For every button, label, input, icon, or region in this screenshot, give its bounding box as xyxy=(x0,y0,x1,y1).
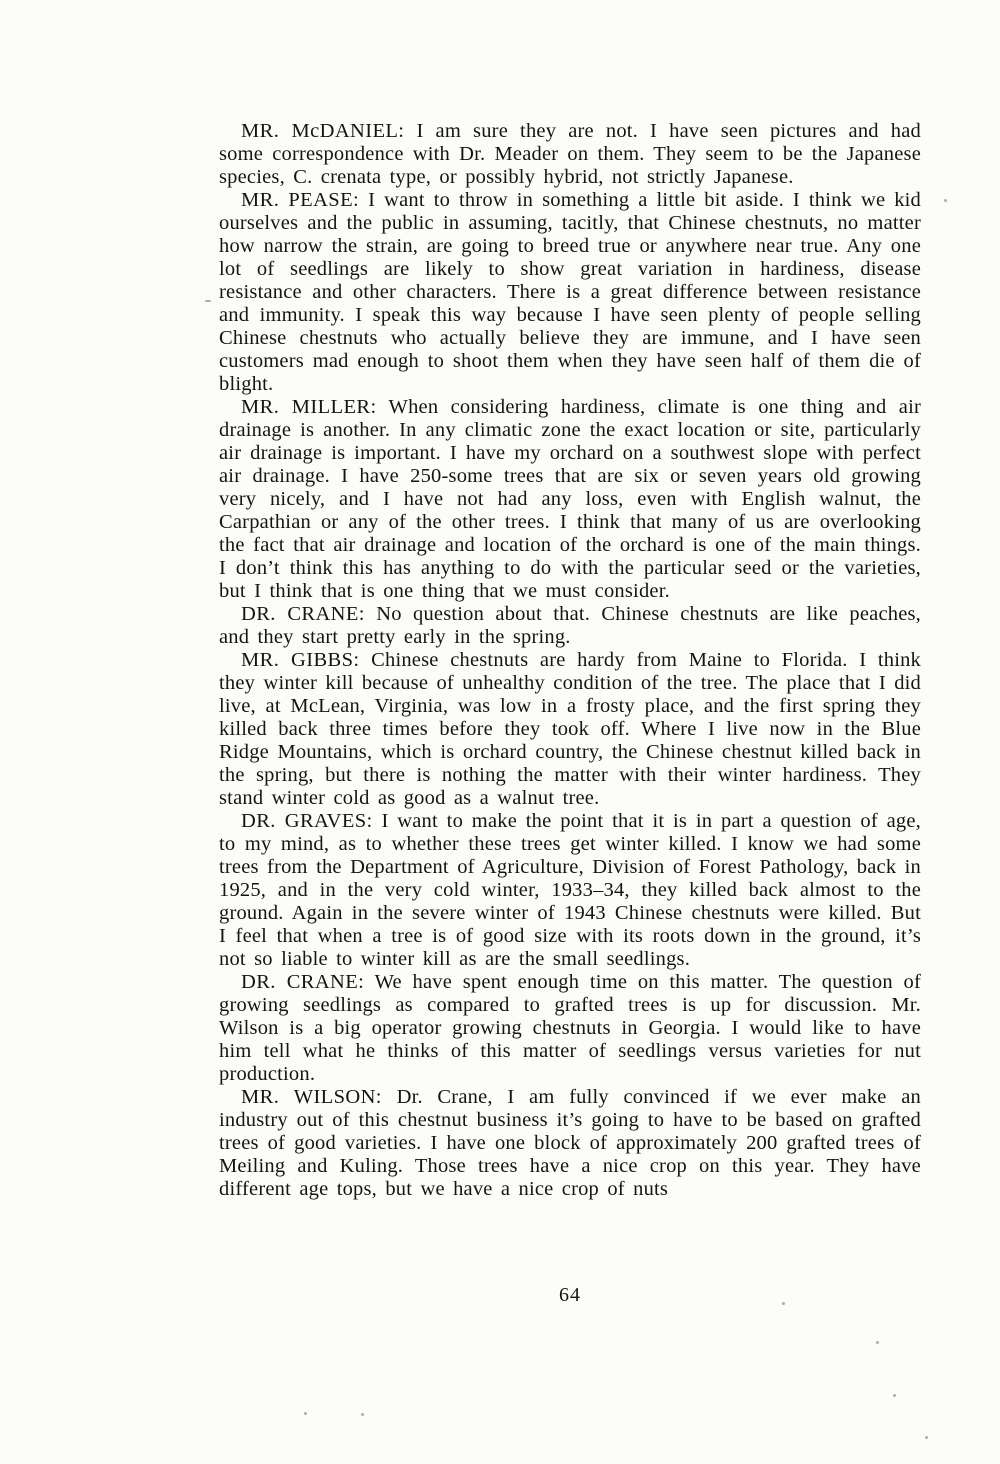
scan-speck xyxy=(782,1302,785,1305)
speaker-label: DR. CRANE: xyxy=(241,603,365,625)
scan-speck xyxy=(304,1412,307,1415)
page-number: 64 xyxy=(559,1284,581,1306)
speaker-label: MR. WILSON: xyxy=(241,1086,382,1108)
scan-speck xyxy=(944,199,947,202)
paragraph xyxy=(219,1086,921,1201)
speaker-label: DR. CRANE: xyxy=(241,971,365,993)
speaker-label: MR. PEASE: xyxy=(241,189,360,211)
paragraph xyxy=(219,396,921,603)
paragraph xyxy=(219,810,921,971)
paragraph-text: Chinese chestnuts are hardy from Maine to Florida. I think they winter kill because of unhealthy condition of the tree. The place that I did live, at McLean, Virginia, was low in a frosty place, and the first spring they killed back three times before they took off. Where I live now in the Blue Ridge Mountains, which is orchard country, the Chinese chestnut killed back in the spring, but there is nothing the matter with their winter hardiness. They stand winter cold as good as a walnut tree. xyxy=(219,649,921,809)
paragraph xyxy=(219,649,921,810)
scan-speck xyxy=(876,1341,879,1344)
paragraph-text: I want to make the point that it is in part a question of age, to my mind, as to whether these trees get winter killed. I know we had some trees from the Department of Agriculture, Division of Forest Pathology, back in 1925, and in the very cold winter, 1933–34, they killed back almost to the ground. Again in the severe winter of 1943 Chinese chestnuts were killed. But I feel that when a tree is of good size with its roots down in the ground, it’s not so liable to winter kill as are the small seedlings. xyxy=(219,810,921,970)
speaker-label: MR. MILLER: xyxy=(241,396,377,418)
paragraph xyxy=(219,603,921,649)
speaker-label: MR. McDANIEL: xyxy=(241,120,405,142)
paragraph-text: No question about that. Chinese chestnuts are like peaches, and they start pretty early in the spring. xyxy=(219,603,922,648)
scan-speck xyxy=(361,1413,364,1416)
paragraph-text: I am sure they are not. I have seen pictures and had some correspondence with Dr. Meader on them. They seem to be the Japanese species, C. crenata type, or possibly hybrid, not strictly Japanese. xyxy=(219,120,921,188)
paragraph-text: When considering hardiness, climate is one thing and air drainage is another. In any climatic zone the exact location or site, particularly air drainage is important. I have my orchard on a southwest slope with perfect air drainage. I have 250-some trees that are six or seven years old growing very nicely, and I have not had any loss, even with English walnut, the Carpathian or any of the other trees. I think that many of us are overlooking the fact that air drainage and location of the orchard is one of the main things. I don’t think this has anything to do with the particular seed or the varieties, but I think that is one thing that we must consider. xyxy=(219,396,921,602)
paragraph-text: I want to throw in something a little bit aside. I think we kid ourselves and the public in assuming, tacitly, that Chinese chestnuts, no matter how narrow the strain, are going to breed true or anywhere near true. Any one lot of seedlings are likely to show great variation in hardiness, disease resistance and other characters. There is a great difference between resistance and immunity. I speak this way because I have seen plenty of people selling Chinese chestnuts who actually believe they are immune, and I have seen customers mad enough to shoot them when they have seen half of them die of blight. xyxy=(219,189,922,395)
scan-speck xyxy=(205,300,211,302)
scan-speck xyxy=(925,1436,928,1439)
scan-speck xyxy=(893,1394,896,1397)
paragraph-text: We have spent enough time on this matter. The question of growing seedlings as compared to grafted trees is up for discussion. Mr. Wilson is a big operator growing chestnuts in Georgia. I would like to have him tell what he thinks of this matter of seedlings versus varieties for nut production. xyxy=(219,971,921,1085)
speaker-label: MR. GIBBS: xyxy=(241,649,360,671)
text-block xyxy=(219,120,921,1201)
paragraph-text: Dr. Crane, I am fully convinced if we ever make an industry out of this chestnut business it’s going to have to be based on grafted trees of good varieties. I have one block of approximately 200 grafted trees of Meiling and Kuling. Those trees have a nice crop on this year. They have different age tops, but we have a nice crop of nuts xyxy=(219,1086,921,1200)
speaker-label: DR. GRAVES: xyxy=(241,810,373,832)
paragraph xyxy=(219,189,921,396)
paragraph xyxy=(219,120,921,189)
paragraph xyxy=(219,971,921,1086)
